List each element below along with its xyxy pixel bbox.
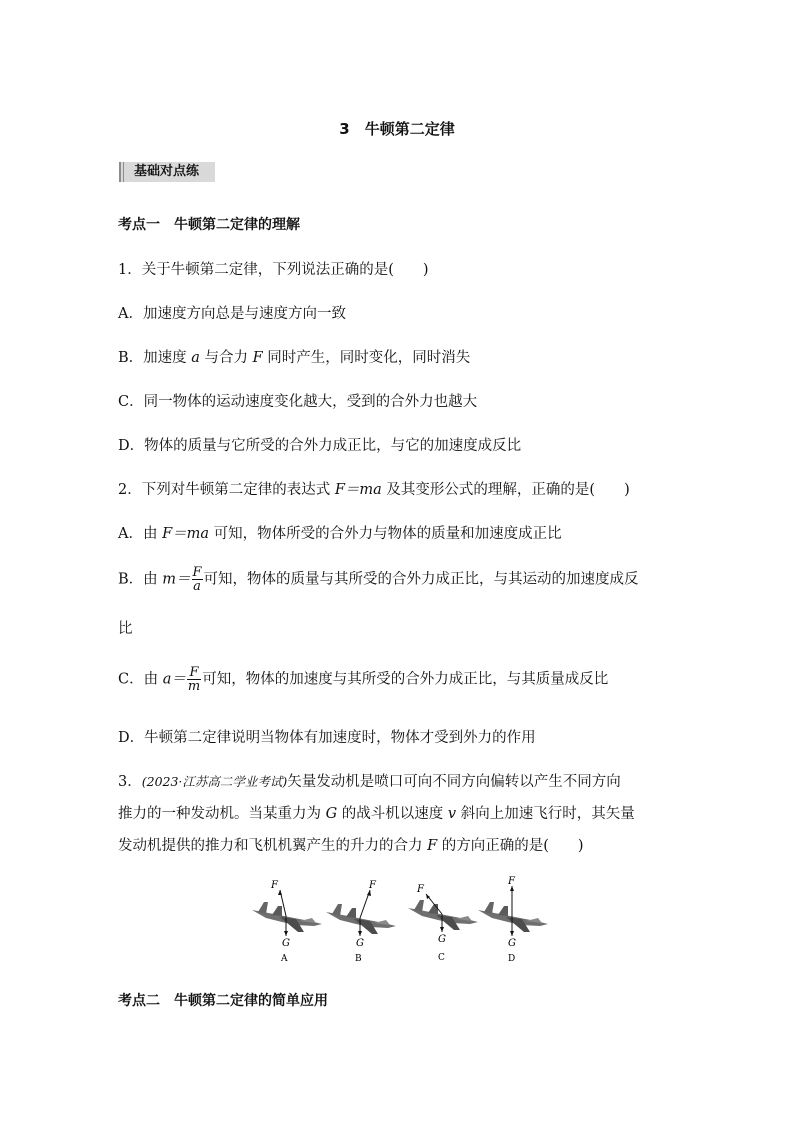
formula-lhs: m＝ <box>162 571 191 588</box>
fraction <box>187 666 201 693</box>
option-label: B <box>355 954 362 964</box>
jet-option-d <box>478 876 548 964</box>
q3-text: 的方向正确的是( ) <box>437 838 584 854</box>
q1-stem: 1．关于牛顿第二定律，下列说法正确的是( ) <box>118 262 429 278</box>
q2-stem <box>118 478 630 499</box>
weight-label: G <box>438 934 446 945</box>
tag-bar <box>123 162 124 182</box>
tag-bar <box>119 162 121 182</box>
q2-a-text: 可知，物体所受的合外力与物体的质量和加速度成正比 <box>209 526 562 542</box>
option-label: C <box>438 953 445 963</box>
var-g: G <box>325 806 338 822</box>
jet-option-c <box>408 884 478 963</box>
q2-option-b-cont: 比 <box>118 621 133 637</box>
q2-c-text: C．由 <box>118 671 163 688</box>
q1-b-text: B．加速度 <box>118 350 192 366</box>
q1-option-b <box>118 346 470 367</box>
formula: F＝ma <box>162 526 210 542</box>
page-title: 3 牛顿第二定律 <box>339 120 455 138</box>
q2-b-text: 可知，物体的质量与其所受的合外力成正比，与其运动的加速度成反 <box>203 571 639 588</box>
force-label: F <box>369 880 376 891</box>
q2-stem-text: 2．下列对牛顿第二定律的表达式 <box>118 482 335 498</box>
topic-two-heading: 考点二 牛顿第二定律的简单应用 <box>118 993 328 1009</box>
numerator: F <box>192 565 202 580</box>
q1-option-a: A．加速度方向总是与速度方向一致 <box>118 306 346 322</box>
q2-a-text: A．由 <box>118 526 163 542</box>
fraction <box>192 566 203 593</box>
q3-source: (2023·江苏高二学业考试) <box>141 774 288 789</box>
q3-text: 的战斗机以速度 <box>337 806 448 822</box>
q1-option-d: D．物体的质量与它所受的合外力成正比，与它的加速度成反比 <box>118 438 522 454</box>
q3-text: 斜向上加速飞行时，其矢量 <box>456 806 635 822</box>
weight-label: G <box>356 938 364 949</box>
fighter-jet-options-figure <box>246 876 556 966</box>
q1-option-c: C．同一物体的运动速度变化越大，受到的合外力也越大 <box>118 394 478 410</box>
topic-one-heading: 考点一 牛顿第二定律的理解 <box>118 217 300 233</box>
formula-lhs: a＝ <box>162 671 186 688</box>
q2-option-d: D．牛顿第二定律说明当物体有加速度时，物体才受到外力的作用 <box>118 730 536 746</box>
force-label: F <box>271 880 278 891</box>
q2-c-text: 可知，物体的加速度与其所受的合外力成正比，与其质量成反比 <box>202 671 609 688</box>
q3-text: 矢量发动机是喷口可向不同方向偏转以产生不同方向 <box>287 774 621 790</box>
q2-stem-text: 及其变形公式的理解，正确的是( ) <box>381 482 630 498</box>
q1-b-text: 同时产生，同时变化，同时消失 <box>262 350 471 366</box>
q3-line-1 <box>118 770 621 791</box>
q2-option-c <box>118 666 608 693</box>
numerator: F <box>189 665 199 680</box>
formula: F＝ma <box>334 482 382 498</box>
q3-number: 3． <box>118 774 142 790</box>
q2-option-b <box>118 566 639 593</box>
q2-option-a <box>118 522 562 543</box>
var-f: F <box>252 350 263 366</box>
q2-b-text: B．由 <box>118 571 163 588</box>
jet-option-b <box>326 880 396 964</box>
force-label: F <box>417 884 424 895</box>
var-f: F <box>427 838 438 854</box>
section-tag-label: 基础对点练 <box>134 164 200 179</box>
section-tag <box>119 162 215 182</box>
weight-label: G <box>282 938 290 949</box>
q3-text: 发动机提供的推力和飞机机翼产生的升力的合力 <box>118 838 428 854</box>
q3-line-2 <box>118 802 635 823</box>
denominator: a <box>193 579 201 594</box>
option-label: D <box>508 954 516 964</box>
q3-text: 推力的一种发动机。当某重力为 <box>118 806 326 822</box>
var-a: a <box>191 350 200 366</box>
q1-b-text: 与合力 <box>199 350 253 366</box>
denominator: m <box>187 679 201 694</box>
jet-option-a <box>252 880 322 964</box>
var-v: v <box>447 806 457 822</box>
q3-line-3 <box>118 834 584 855</box>
weight-label: G <box>508 938 516 949</box>
force-label: F <box>508 876 515 887</box>
option-label: A <box>281 954 288 964</box>
